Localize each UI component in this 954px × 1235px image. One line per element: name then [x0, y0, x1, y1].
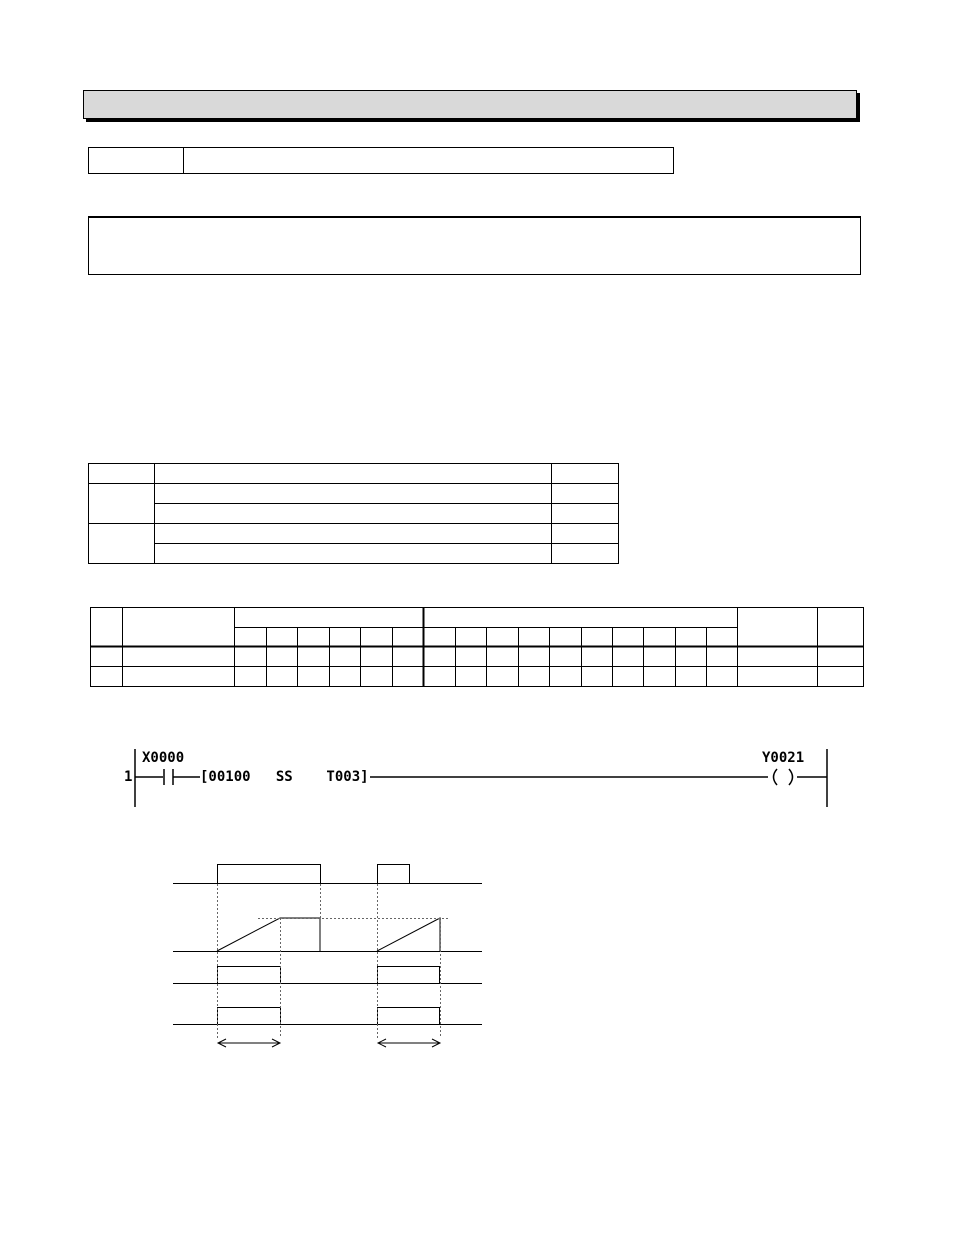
input-pulse-2	[378, 865, 410, 884]
output-pulse-1	[218, 1008, 281, 1025]
input-contact-label: X0000	[142, 750, 185, 766]
device-table-subcolumns	[267, 628, 707, 687]
rung-number: 1	[124, 769, 133, 785]
instruction-block: [00100 SS T003]	[200, 769, 369, 785]
ladder-diagram	[120, 745, 840, 811]
timer-ramp-2	[377, 918, 440, 951]
coil-right-arc	[789, 769, 793, 785]
output-pulse-2	[378, 1008, 440, 1025]
timer-ramp-1	[217, 918, 320, 951]
input-pulse-1	[218, 865, 321, 884]
timing-diagram	[160, 850, 500, 1060]
coil-left-arc	[774, 769, 778, 785]
contact-pulse-2	[378, 967, 440, 984]
contact-pulse-1	[218, 967, 281, 984]
output-coil-label: Y0021	[762, 750, 805, 766]
